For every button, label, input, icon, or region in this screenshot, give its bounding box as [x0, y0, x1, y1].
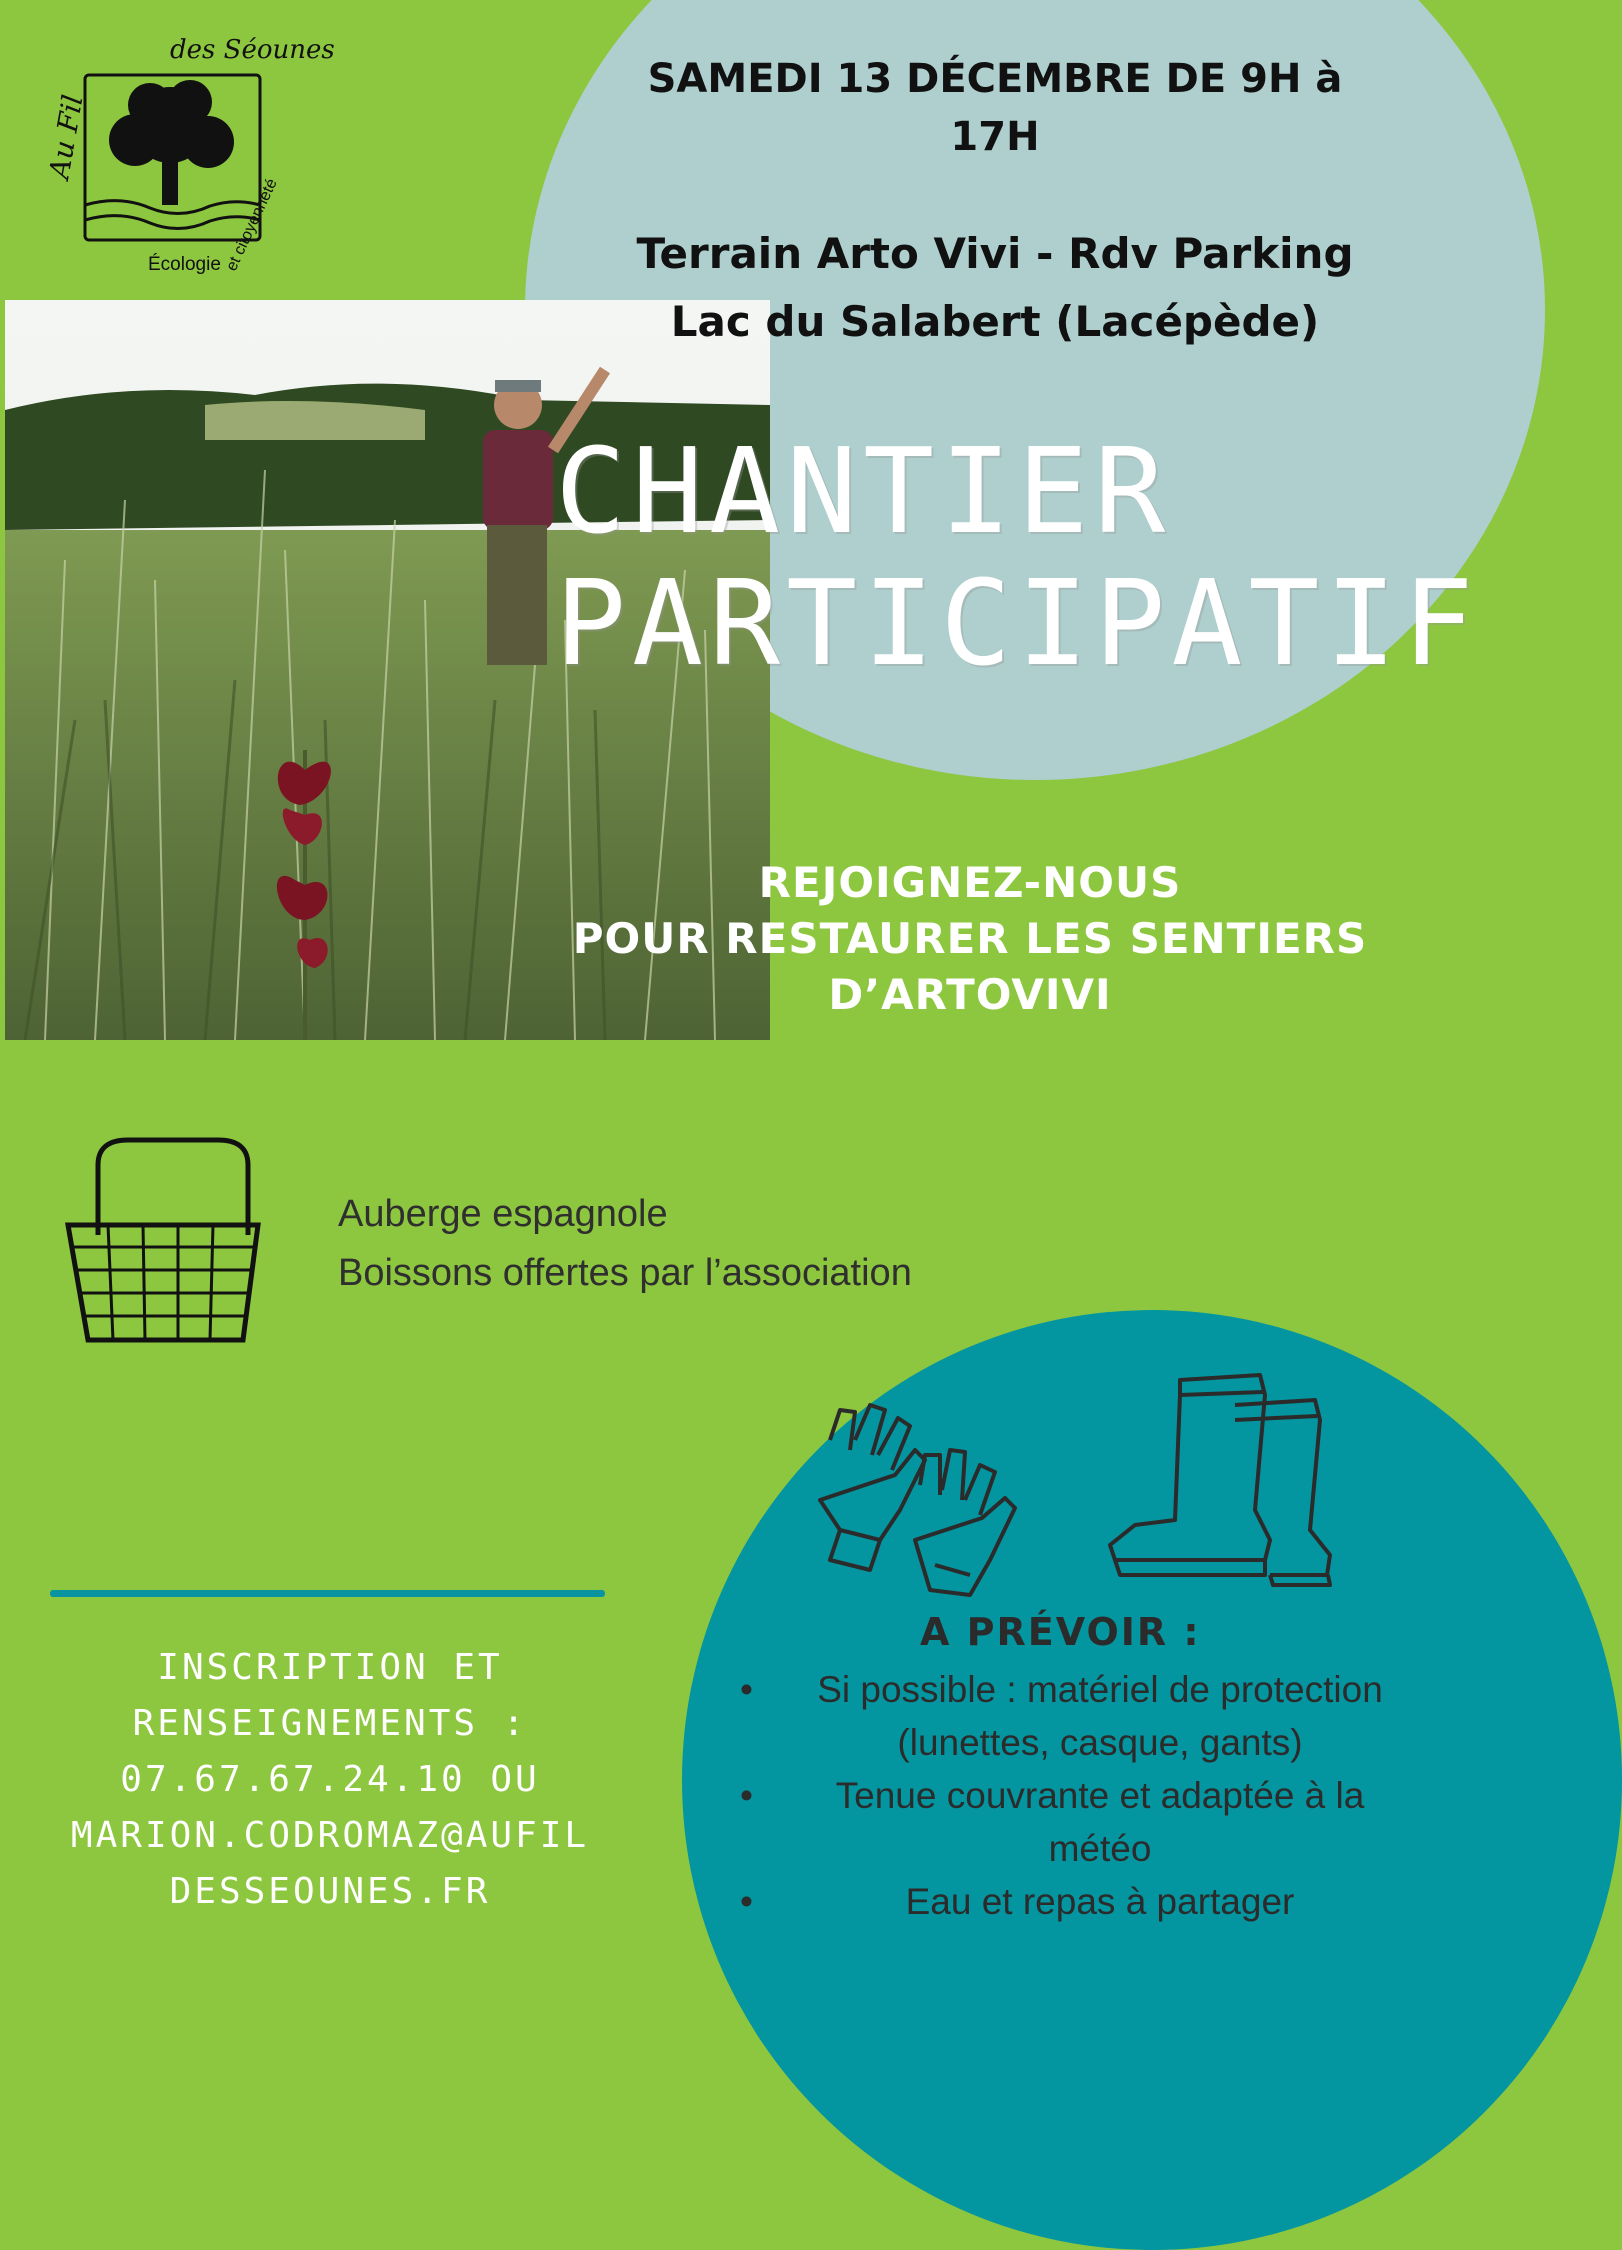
bullet-icon: • — [740, 1669, 753, 1710]
prevoir-list — [740, 1663, 1400, 1928]
divider — [50, 1590, 605, 1597]
logo-name-side: Au Fil — [42, 92, 90, 182]
meal-line1: Auberge espagnole — [338, 1193, 668, 1235]
prevoir-item-text: Tenue couvrante et adaptée à la météo — [835, 1775, 1365, 1869]
contact-info — [30, 1640, 630, 1920]
poster-title — [555, 422, 1480, 692]
bullet-icon: • — [740, 1881, 753, 1922]
list-item — [740, 1663, 1400, 1769]
event-place-line1: Terrain Arto Vivi - Rdv Parking — [636, 229, 1354, 278]
contact-phone[interactable]: 07.67.67.24.10 OU — [120, 1759, 540, 1800]
tagline — [520, 855, 1420, 1023]
bullet-icon: • — [740, 1775, 753, 1816]
event-info — [600, 50, 1390, 356]
prevoir-title: A PRÉVOIR : — [920, 1610, 1201, 1654]
title-line2: PARTICIPATIF — [555, 554, 1480, 692]
tree-logo-icon — [85, 80, 260, 229]
meal-info — [338, 1185, 912, 1303]
prevoir-item-text: Si possible : matériel de protection (lunettes, casque, gants) — [817, 1669, 1383, 1763]
basket-icon — [58, 1125, 268, 1350]
event-place-line2: Lac du Salabert (Lacépède) — [670, 297, 1320, 346]
list-item — [740, 1875, 1400, 1928]
event-date-line2: 17H — [950, 114, 1040, 160]
tagline-line1: REJOIGNEZ-NOUS — [758, 858, 1182, 907]
boots-icon — [1095, 1370, 1355, 1585]
logo-tagline-a: Écologie — [148, 254, 221, 275]
title-line1: CHANTIER — [555, 422, 1172, 560]
event-date-line1: SAMEDI 13 DÉCEMBRE DE 9H à — [647, 56, 1343, 102]
gloves-icon — [800, 1400, 1050, 1610]
event-place — [600, 220, 1390, 356]
meal-line2: Boissons offertes par l’association — [338, 1252, 912, 1294]
prevoir-section — [740, 1605, 1400, 1928]
logo-name-top: des Séounes — [170, 35, 335, 65]
logo-tagline-b: et citoyenneté — [223, 176, 281, 274]
contact-email-part1[interactable]: MARION.CODROMAZ@AUFIL — [70, 1815, 590, 1856]
list-item — [740, 1769, 1400, 1875]
contact-email-part2[interactable]: DESSEOUNES.FR — [169, 1871, 491, 1912]
association-logo — [30, 20, 335, 290]
tagline-line3: D’ARTOVIVI — [828, 970, 1112, 1019]
contact-line2: RENSEIGNEMENTS : — [132, 1703, 528, 1744]
tagline-line2: POUR RESTAURER LES SENTIERS — [572, 914, 1368, 963]
contact-line1: INSCRIPTION ET — [157, 1647, 503, 1688]
prevoir-item-text: Eau et repas à partager — [905, 1881, 1295, 1922]
event-date — [600, 50, 1390, 166]
